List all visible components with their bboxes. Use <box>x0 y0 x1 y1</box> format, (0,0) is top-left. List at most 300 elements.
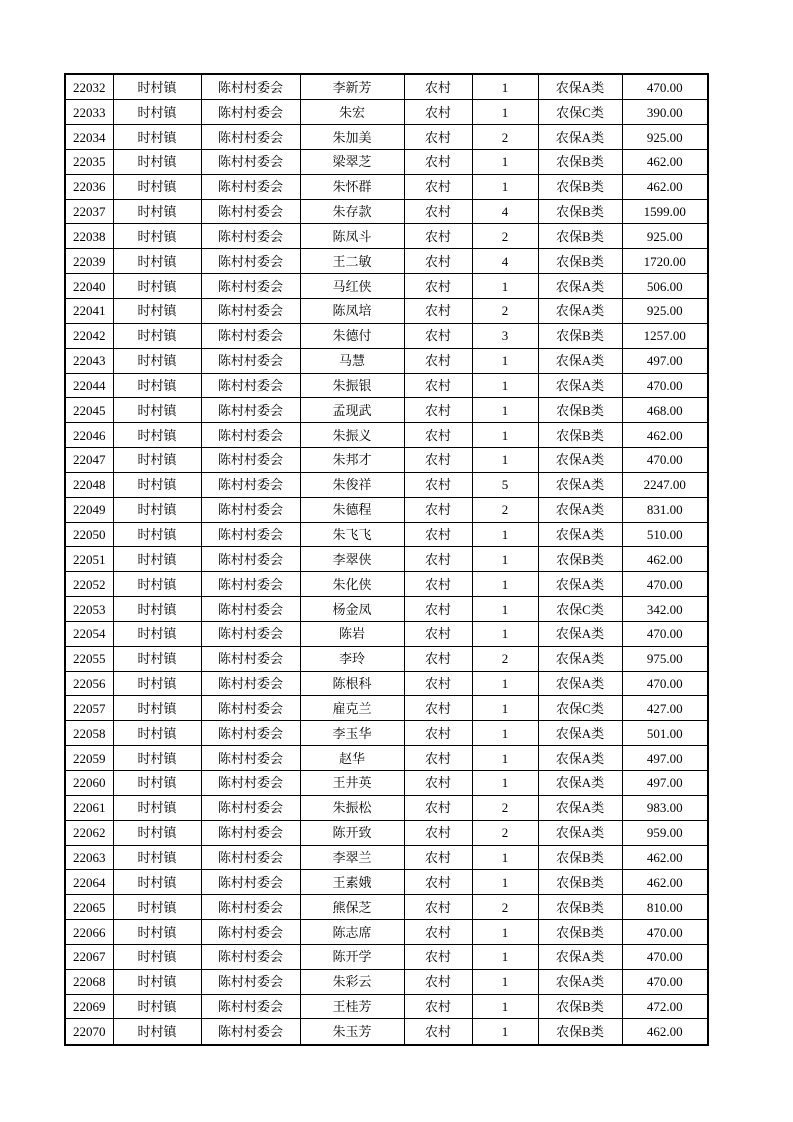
cell-person-count: 1 <box>472 522 538 547</box>
cell-amount: 470.00 <box>622 671 708 696</box>
cell-amount: 462.00 <box>622 174 708 199</box>
cell-insurance-category: 农保A类 <box>538 274 622 299</box>
cell-insurance-category: 农保A类 <box>538 746 622 771</box>
cell-person-count: 2 <box>472 795 538 820</box>
cell-insurance-category: 农保A类 <box>538 74 622 100</box>
cell-amount: 925.00 <box>622 125 708 150</box>
cell-village-committee: 陈村村委会 <box>201 696 300 721</box>
cell-town: 时村镇 <box>113 746 201 771</box>
cell-insurance-category: 农保A类 <box>538 621 622 646</box>
cell-person-name: 陈凤培 <box>300 298 404 323</box>
cell-person-name: 马红侠 <box>300 274 404 299</box>
cell-village-committee: 陈村村委会 <box>201 274 300 299</box>
cell-amount: 470.00 <box>622 448 708 473</box>
cell-residence-type: 农村 <box>404 125 472 150</box>
cell-residence-type: 农村 <box>404 696 472 721</box>
cell-person-name: 朱彩云 <box>300 969 404 994</box>
cell-record-id: 22050 <box>65 522 113 547</box>
cell-record-id: 22070 <box>65 1019 113 1045</box>
table-row <box>65 298 708 323</box>
cell-person-count: 2 <box>472 298 538 323</box>
cell-record-id: 22051 <box>65 547 113 572</box>
cell-person-name: 朱加美 <box>300 125 404 150</box>
cell-town: 时村镇 <box>113 820 201 845</box>
cell-person-count: 1 <box>472 398 538 423</box>
cell-person-name: 陈志席 <box>300 920 404 945</box>
cell-record-id: 22036 <box>65 174 113 199</box>
cell-town: 时村镇 <box>113 621 201 646</box>
cell-insurance-category: 农保B类 <box>538 870 622 895</box>
cell-residence-type: 农村 <box>404 969 472 994</box>
table-row <box>65 895 708 920</box>
cell-amount: 462.00 <box>622 845 708 870</box>
cell-insurance-category: 农保C类 <box>538 597 622 622</box>
table-row <box>65 771 708 796</box>
cell-insurance-category: 农保A类 <box>538 572 622 597</box>
cell-amount: 510.00 <box>622 522 708 547</box>
cell-village-committee: 陈村村委会 <box>201 373 300 398</box>
cell-record-id: 22068 <box>65 969 113 994</box>
cell-residence-type: 农村 <box>404 870 472 895</box>
cell-record-id: 22069 <box>65 994 113 1019</box>
cell-amount: 497.00 <box>622 771 708 796</box>
cell-person-name: 陈凤斗 <box>300 224 404 249</box>
cell-village-committee: 陈村村委会 <box>201 920 300 945</box>
cell-residence-type: 农村 <box>404 348 472 373</box>
cell-insurance-category: 农保A类 <box>538 522 622 547</box>
cell-person-count: 1 <box>472 845 538 870</box>
cell-insurance-category: 农保A类 <box>538 125 622 150</box>
cell-insurance-category: 农保A类 <box>538 497 622 522</box>
cell-amount: 810.00 <box>622 895 708 920</box>
cell-residence-type: 农村 <box>404 1019 472 1045</box>
cell-village-committee: 陈村村委会 <box>201 199 300 224</box>
table-row <box>65 497 708 522</box>
cell-person-name: 王二敏 <box>300 249 404 274</box>
cell-person-count: 1 <box>472 1019 538 1045</box>
table-row <box>65 944 708 969</box>
cell-town: 时村镇 <box>113 348 201 373</box>
cell-person-count: 1 <box>472 671 538 696</box>
cell-insurance-category: 农保A类 <box>538 771 622 796</box>
cell-person-name: 李玉华 <box>300 721 404 746</box>
cell-person-count: 1 <box>472 994 538 1019</box>
cell-amount: 462.00 <box>622 149 708 174</box>
cell-village-committee: 陈村村委会 <box>201 870 300 895</box>
cell-person-count: 1 <box>472 572 538 597</box>
table-row <box>65 448 708 473</box>
cell-amount: 497.00 <box>622 348 708 373</box>
cell-insurance-category: 农保B类 <box>538 423 622 448</box>
cell-insurance-category: 农保A类 <box>538 721 622 746</box>
cell-town: 时村镇 <box>113 721 201 746</box>
cell-amount: 925.00 <box>622 224 708 249</box>
cell-person-name: 朱怀群 <box>300 174 404 199</box>
cell-amount: 1257.00 <box>622 323 708 348</box>
cell-record-id: 22053 <box>65 597 113 622</box>
table-row <box>65 920 708 945</box>
cell-amount: 470.00 <box>622 969 708 994</box>
table-row <box>65 969 708 994</box>
cell-insurance-category: 农保A类 <box>538 373 622 398</box>
cell-insurance-category: 农保B类 <box>538 895 622 920</box>
cell-amount: 468.00 <box>622 398 708 423</box>
cell-village-committee: 陈村村委会 <box>201 671 300 696</box>
cell-town: 时村镇 <box>113 1019 201 1045</box>
cell-insurance-category: 农保B类 <box>538 1019 622 1045</box>
cell-town: 时村镇 <box>113 522 201 547</box>
cell-person-name: 孟现武 <box>300 398 404 423</box>
cell-person-count: 1 <box>472 274 538 299</box>
cell-town: 时村镇 <box>113 323 201 348</box>
table-row <box>65 870 708 895</box>
cell-residence-type: 农村 <box>404 199 472 224</box>
cell-town: 时村镇 <box>113 74 201 100</box>
cell-residence-type: 农村 <box>404 100 472 125</box>
cell-insurance-category: 农保B类 <box>538 174 622 199</box>
cell-amount: 470.00 <box>622 74 708 100</box>
cell-person-count: 1 <box>472 100 538 125</box>
cell-town: 时村镇 <box>113 920 201 945</box>
cell-village-committee: 陈村村委会 <box>201 646 300 671</box>
cell-residence-type: 农村 <box>404 746 472 771</box>
cell-insurance-category: 农保C类 <box>538 696 622 721</box>
cell-village-committee: 陈村村委会 <box>201 572 300 597</box>
table-row <box>65 249 708 274</box>
cell-insurance-category: 农保B类 <box>538 224 622 249</box>
cell-village-committee: 陈村村委会 <box>201 448 300 473</box>
cell-person-name: 马慧 <box>300 348 404 373</box>
cell-town: 时村镇 <box>113 795 201 820</box>
cell-insurance-category: 农保A类 <box>538 646 622 671</box>
cell-person-name: 李新芳 <box>300 74 404 100</box>
cell-insurance-category: 农保A类 <box>538 820 622 845</box>
cell-person-count: 1 <box>472 597 538 622</box>
cell-village-committee: 陈村村委会 <box>201 298 300 323</box>
cell-record-id: 22057 <box>65 696 113 721</box>
cell-insurance-category: 农保A类 <box>538 472 622 497</box>
cell-residence-type: 农村 <box>404 795 472 820</box>
cell-insurance-category: 农保A类 <box>538 795 622 820</box>
cell-person-name: 朱振松 <box>300 795 404 820</box>
cell-residence-type: 农村 <box>404 845 472 870</box>
cell-town: 时村镇 <box>113 423 201 448</box>
cell-village-committee: 陈村村委会 <box>201 994 300 1019</box>
cell-residence-type: 农村 <box>404 323 472 348</box>
cell-person-name: 李翠侠 <box>300 547 404 572</box>
cell-person-count: 1 <box>472 696 538 721</box>
table-body <box>65 74 708 1045</box>
cell-person-count: 1 <box>472 746 538 771</box>
cell-person-count: 4 <box>472 249 538 274</box>
cell-residence-type: 农村 <box>404 572 472 597</box>
cell-record-id: 22056 <box>65 671 113 696</box>
cell-record-id: 22035 <box>65 149 113 174</box>
table-row <box>65 224 708 249</box>
cell-village-committee: 陈村村委会 <box>201 348 300 373</box>
cell-record-id: 22061 <box>65 795 113 820</box>
table-row <box>65 174 708 199</box>
cell-insurance-category: 农保A类 <box>538 671 622 696</box>
cell-village-committee: 陈村村委会 <box>201 74 300 100</box>
cell-amount: 470.00 <box>622 944 708 969</box>
cell-person-count: 1 <box>472 149 538 174</box>
cell-person-name: 陈开学 <box>300 944 404 969</box>
cell-record-id: 22067 <box>65 944 113 969</box>
cell-record-id: 22042 <box>65 323 113 348</box>
cell-town: 时村镇 <box>113 895 201 920</box>
cell-residence-type: 农村 <box>404 398 472 423</box>
cell-village-committee: 陈村村委会 <box>201 820 300 845</box>
cell-amount: 472.00 <box>622 994 708 1019</box>
cell-amount: 470.00 <box>622 572 708 597</box>
cell-village-committee: 陈村村委会 <box>201 771 300 796</box>
cell-village-committee: 陈村村委会 <box>201 597 300 622</box>
cell-record-id: 22047 <box>65 448 113 473</box>
cell-town: 时村镇 <box>113 199 201 224</box>
cell-person-count: 1 <box>472 547 538 572</box>
cell-person-name: 梁翠芝 <box>300 149 404 174</box>
cell-insurance-category: 农保A类 <box>538 969 622 994</box>
cell-residence-type: 农村 <box>404 994 472 1019</box>
cell-person-name: 陈开致 <box>300 820 404 845</box>
cell-person-count: 1 <box>472 920 538 945</box>
cell-record-id: 22058 <box>65 721 113 746</box>
cell-record-id: 22065 <box>65 895 113 920</box>
cell-amount: 462.00 <box>622 1019 708 1045</box>
cell-insurance-category: 农保B类 <box>538 920 622 945</box>
cell-person-name: 朱邦才 <box>300 448 404 473</box>
cell-town: 时村镇 <box>113 771 201 796</box>
cell-person-name: 朱飞飞 <box>300 522 404 547</box>
cell-person-count: 4 <box>472 199 538 224</box>
cell-person-count: 2 <box>472 820 538 845</box>
cell-amount: 470.00 <box>622 621 708 646</box>
cell-person-count: 2 <box>472 497 538 522</box>
table-row <box>65 1019 708 1045</box>
cell-record-id: 22062 <box>65 820 113 845</box>
cell-residence-type: 农村 <box>404 472 472 497</box>
cell-person-name: 朱化侠 <box>300 572 404 597</box>
cell-residence-type: 农村 <box>404 249 472 274</box>
cell-insurance-category: 农保B类 <box>538 199 622 224</box>
table-row <box>65 572 708 597</box>
cell-person-name: 朱振义 <box>300 423 404 448</box>
cell-village-committee: 陈村村委会 <box>201 398 300 423</box>
cell-village-committee: 陈村村委会 <box>201 969 300 994</box>
cell-amount: 506.00 <box>622 274 708 299</box>
cell-amount: 1720.00 <box>622 249 708 274</box>
cell-record-id: 22049 <box>65 497 113 522</box>
table-row <box>65 423 708 448</box>
cell-village-committee: 陈村村委会 <box>201 721 300 746</box>
cell-town: 时村镇 <box>113 572 201 597</box>
cell-record-id: 22040 <box>65 274 113 299</box>
cell-person-count: 3 <box>472 323 538 348</box>
cell-village-committee: 陈村村委会 <box>201 795 300 820</box>
table-row <box>65 547 708 572</box>
cell-residence-type: 农村 <box>404 646 472 671</box>
cell-village-committee: 陈村村委会 <box>201 547 300 572</box>
cell-residence-type: 农村 <box>404 671 472 696</box>
cell-person-name: 李玲 <box>300 646 404 671</box>
cell-residence-type: 农村 <box>404 224 472 249</box>
table-row <box>65 994 708 1019</box>
cell-amount: 462.00 <box>622 423 708 448</box>
cell-residence-type: 农村 <box>404 547 472 572</box>
cell-insurance-category: 农保B类 <box>538 149 622 174</box>
cell-town: 时村镇 <box>113 174 201 199</box>
cell-town: 时村镇 <box>113 373 201 398</box>
cell-person-count: 1 <box>472 348 538 373</box>
cell-residence-type: 农村 <box>404 920 472 945</box>
cell-village-committee: 陈村村委会 <box>201 149 300 174</box>
cell-residence-type: 农村 <box>404 497 472 522</box>
cell-residence-type: 农村 <box>404 621 472 646</box>
cell-town: 时村镇 <box>113 497 201 522</box>
cell-residence-type: 农村 <box>404 522 472 547</box>
cell-person-name: 陈岩 <box>300 621 404 646</box>
cell-residence-type: 农村 <box>404 174 472 199</box>
cell-town: 时村镇 <box>113 100 201 125</box>
cell-amount: 1599.00 <box>622 199 708 224</box>
cell-village-committee: 陈村村委会 <box>201 944 300 969</box>
cell-town: 时村镇 <box>113 696 201 721</box>
cell-record-id: 22063 <box>65 845 113 870</box>
cell-person-count: 1 <box>472 944 538 969</box>
table-row <box>65 373 708 398</box>
cell-record-id: 22033 <box>65 100 113 125</box>
cell-amount: 959.00 <box>622 820 708 845</box>
cell-person-name: 赵华 <box>300 746 404 771</box>
cell-person-count: 1 <box>472 174 538 199</box>
cell-record-id: 22060 <box>65 771 113 796</box>
cell-amount: 390.00 <box>622 100 708 125</box>
cell-record-id: 22054 <box>65 621 113 646</box>
cell-town: 时村镇 <box>113 870 201 895</box>
cell-person-name: 朱俊祥 <box>300 472 404 497</box>
cell-village-committee: 陈村村委会 <box>201 895 300 920</box>
cell-record-id: 22041 <box>65 298 113 323</box>
cell-amount: 831.00 <box>622 497 708 522</box>
cell-village-committee: 陈村村委会 <box>201 621 300 646</box>
cell-record-id: 22064 <box>65 870 113 895</box>
cell-person-name: 杨金凤 <box>300 597 404 622</box>
cell-person-count: 1 <box>472 771 538 796</box>
cell-amount: 497.00 <box>622 746 708 771</box>
cell-person-name: 朱玉芳 <box>300 1019 404 1045</box>
cell-person-name: 陈根科 <box>300 671 404 696</box>
table-row <box>65 125 708 150</box>
cell-person-count: 1 <box>472 969 538 994</box>
cell-town: 时村镇 <box>113 298 201 323</box>
cell-person-name: 王素娥 <box>300 870 404 895</box>
cell-person-name: 熊保芝 <box>300 895 404 920</box>
cell-person-count: 1 <box>472 721 538 746</box>
cell-insurance-category: 农保A类 <box>538 944 622 969</box>
insurance-payment-table <box>64 73 709 1046</box>
cell-town: 时村镇 <box>113 472 201 497</box>
cell-village-committee: 陈村村委会 <box>201 100 300 125</box>
cell-town: 时村镇 <box>113 448 201 473</box>
cell-town: 时村镇 <box>113 274 201 299</box>
cell-person-name: 朱宏 <box>300 100 404 125</box>
cell-town: 时村镇 <box>113 994 201 1019</box>
cell-amount: 983.00 <box>622 795 708 820</box>
table-row <box>65 646 708 671</box>
cell-record-id: 22045 <box>65 398 113 423</box>
cell-insurance-category: 农保A类 <box>538 298 622 323</box>
cell-town: 时村镇 <box>113 845 201 870</box>
cell-village-committee: 陈村村委会 <box>201 423 300 448</box>
cell-town: 时村镇 <box>113 149 201 174</box>
cell-insurance-category: 农保B类 <box>538 249 622 274</box>
cell-village-committee: 陈村村委会 <box>201 472 300 497</box>
cell-person-count: 2 <box>472 125 538 150</box>
cell-person-count: 5 <box>472 472 538 497</box>
cell-residence-type: 农村 <box>404 373 472 398</box>
cell-residence-type: 农村 <box>404 771 472 796</box>
cell-amount: 975.00 <box>622 646 708 671</box>
cell-insurance-category: 农保A类 <box>538 448 622 473</box>
cell-person-count: 1 <box>472 870 538 895</box>
cell-person-name: 李翠兰 <box>300 845 404 870</box>
cell-insurance-category: 农保B类 <box>538 547 622 572</box>
table-row <box>65 149 708 174</box>
cell-residence-type: 农村 <box>404 74 472 100</box>
table-row <box>65 696 708 721</box>
cell-residence-type: 农村 <box>404 895 472 920</box>
cell-insurance-category: 农保B类 <box>538 994 622 1019</box>
cell-residence-type: 农村 <box>404 721 472 746</box>
cell-village-committee: 陈村村委会 <box>201 746 300 771</box>
cell-amount: 462.00 <box>622 870 708 895</box>
cell-village-committee: 陈村村委会 <box>201 224 300 249</box>
cell-person-count: 1 <box>472 621 538 646</box>
cell-amount: 427.00 <box>622 696 708 721</box>
table-row <box>65 746 708 771</box>
cell-person-count: 1 <box>472 448 538 473</box>
cell-person-count: 2 <box>472 646 538 671</box>
cell-record-id: 22032 <box>65 74 113 100</box>
table-row <box>65 621 708 646</box>
cell-person-name: 朱德程 <box>300 497 404 522</box>
cell-amount: 470.00 <box>622 920 708 945</box>
cell-village-committee: 陈村村委会 <box>201 125 300 150</box>
cell-residence-type: 农村 <box>404 944 472 969</box>
cell-person-name: 王桂芳 <box>300 994 404 1019</box>
cell-person-count: 1 <box>472 373 538 398</box>
cell-village-committee: 陈村村委会 <box>201 522 300 547</box>
cell-person-name: 王井英 <box>300 771 404 796</box>
table-row <box>65 820 708 845</box>
table-row <box>65 597 708 622</box>
cell-town: 时村镇 <box>113 547 201 572</box>
cell-record-id: 22034 <box>65 125 113 150</box>
cell-record-id: 22038 <box>65 224 113 249</box>
cell-record-id: 22043 <box>65 348 113 373</box>
cell-town: 时村镇 <box>113 398 201 423</box>
cell-residence-type: 农村 <box>404 274 472 299</box>
cell-residence-type: 农村 <box>404 820 472 845</box>
table-row <box>65 522 708 547</box>
cell-record-id: 22048 <box>65 472 113 497</box>
cell-person-count: 1 <box>472 74 538 100</box>
cell-village-committee: 陈村村委会 <box>201 845 300 870</box>
table-row <box>65 671 708 696</box>
cell-record-id: 22039 <box>65 249 113 274</box>
cell-village-committee: 陈村村委会 <box>201 174 300 199</box>
